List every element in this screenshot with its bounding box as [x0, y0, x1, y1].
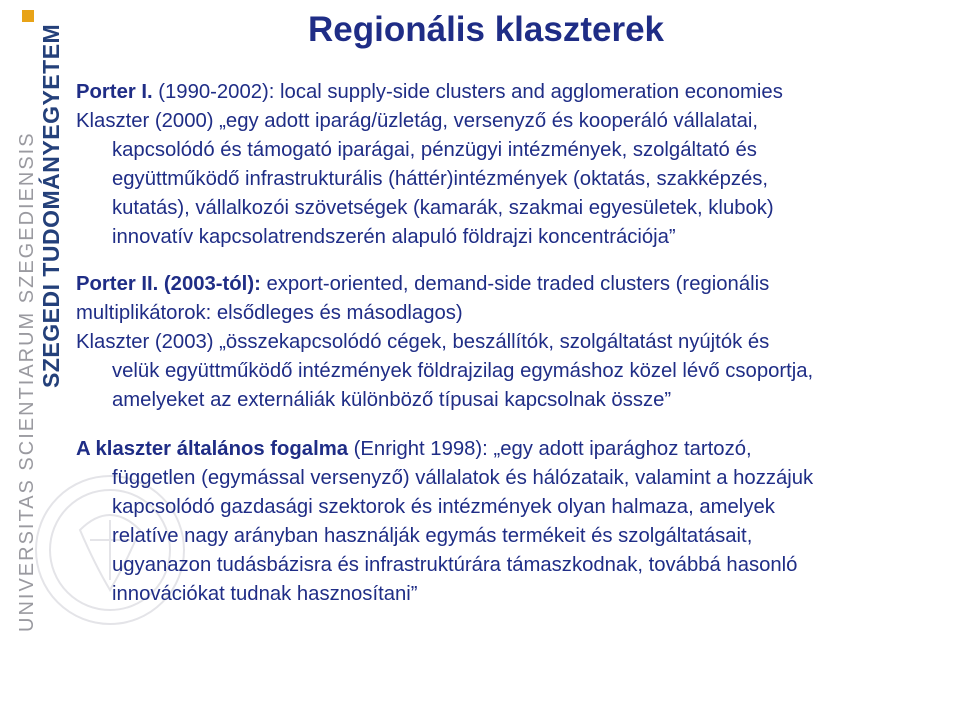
definition-line: amelyeket az externáliák különböző típusai kapcsolnak össze”	[112, 389, 672, 411]
university-latin-name: UNIVERSITAS SCIENTIARUM SZEGEDIENSIS	[16, 131, 38, 632]
definition-line: innovatív kapcsolatrendszerén alapuló földrajzi koncentrációja”	[112, 226, 676, 248]
definition-line: relatíve nagy arányban használják egymás termékeit és szolgáltatásait,	[112, 525, 753, 547]
porter2-period: (2003-tól):	[158, 273, 261, 295]
porter1-definition-lead: Klaszter (2000) „egy adott iparág/üzletág, versenyző és kooperáló vállalatai,	[76, 110, 759, 132]
university-sidebar	[0, 0, 70, 708]
porter2-heading-line2: multiplikátorok: elsődleges és másodlagos)	[76, 302, 463, 324]
general-definition-body	[76, 464, 946, 609]
porter1-heading	[76, 78, 946, 107]
definition-line: független (egymással versenyző) vállalatok és hálózataik, valamint a hozzájuk	[112, 467, 814, 489]
definition-line: együttműködő infrastrukturális (háttér)intézmények (oktatás, szakképzés,	[112, 168, 769, 190]
general-definition-source: (Enright 1998): „egy adott iparághoz tartozó,	[348, 438, 752, 460]
definition-line: ugyanazon tudásbázisra és infrastruktúrára támaszkodnak, továbbá hasonló	[112, 554, 798, 576]
general-definition-lead	[76, 435, 946, 464]
slide-title: Regionális klaszterek	[308, 10, 664, 49]
definition-line: innovációkat tudnak hasznosítani”	[112, 583, 418, 605]
porter1-label: Porter I.	[76, 81, 153, 103]
porter2-label: Porter II.	[76, 273, 159, 295]
slide-body	[76, 78, 946, 609]
definition-line: kapcsolódó és támogató iparágai, pénzügyi intézmények, szolgáltató és	[112, 139, 757, 161]
university-name: SZEGEDI TUDOMÁNYEGYETEM	[38, 23, 64, 388]
spacer	[76, 415, 946, 435]
general-definition-label: A klaszter általános fogalma	[76, 438, 349, 460]
definition-line: velük együttműködő intézmények földrajzilag egymáshoz közel lévő csoportja,	[112, 360, 814, 382]
porter2-definition-lead: Klaszter (2003) „összekapcsolódó cégek, beszállítók, szolgáltatást nyújtók és	[76, 331, 770, 353]
porter2-heading	[76, 270, 946, 299]
logo-square	[22, 10, 34, 22]
porter2-definition-body	[76, 357, 946, 415]
porter1-definition-body	[76, 136, 946, 252]
porter1-heading-text: (1990-2002): local supply-side clusters and agglomeration economies	[152, 81, 783, 103]
definition-line: kutatás), vállalkozói szövetségek (kamarák, szakmai egyesületek, klubok)	[112, 197, 774, 219]
spacer	[76, 252, 946, 270]
definition-line: kapcsolódó gazdasági szektorok és intézmények olyan halmaza, amelyek	[112, 496, 775, 518]
porter2-heading-text: export-oriented, demand-side traded clusters (regionális	[260, 273, 770, 295]
